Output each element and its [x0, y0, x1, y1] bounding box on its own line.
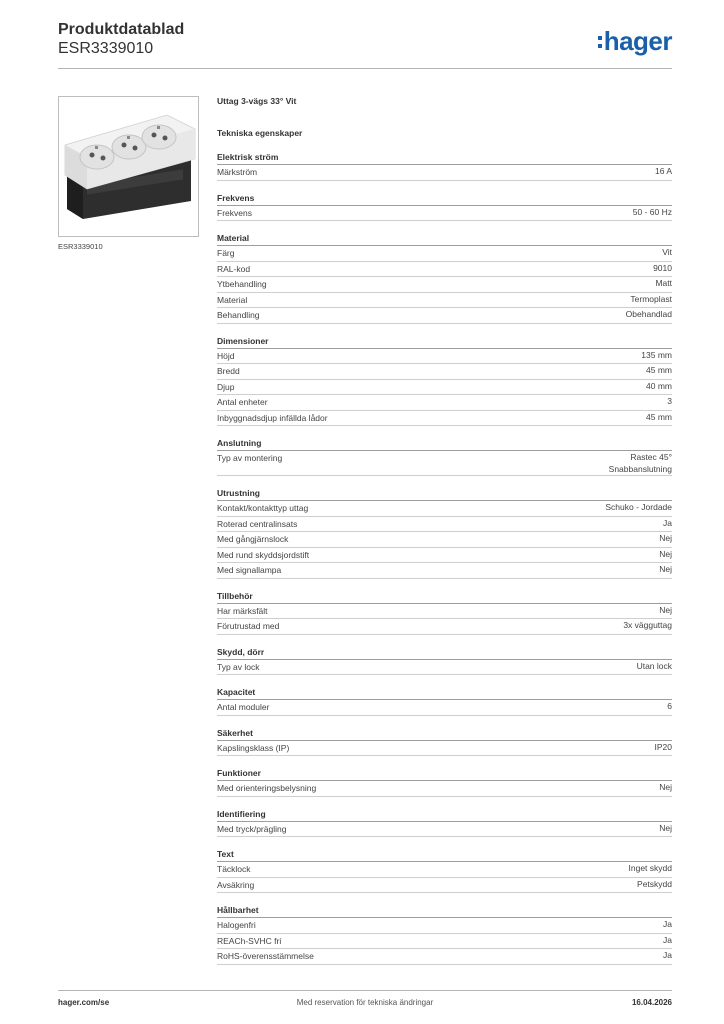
spec-label: Halogenfri	[217, 920, 256, 930]
spec-value-line: Snabbanslutning	[608, 464, 672, 474]
spec-label: Bredd	[217, 366, 240, 376]
spec-value-line: Termoplast	[630, 293, 672, 304]
spec-value-line: Nej	[659, 604, 672, 615]
spec-label: REACh-SVHC fri	[217, 935, 282, 946]
header-divider	[58, 68, 672, 69]
spec-label: Djup	[217, 381, 235, 392]
spec-row	[217, 206, 672, 222]
spec-row	[217, 262, 672, 278]
spec-label: Med orienteringsbelysning	[217, 783, 317, 793]
spec-value-line: Inget skydd	[628, 863, 672, 873]
section-title: Säkerhet	[217, 726, 672, 741]
page-header	[58, 20, 672, 68]
spec-value-line: Petskydd	[637, 878, 672, 889]
spec-value-line: Vit	[662, 247, 672, 257]
spec-section	[217, 847, 672, 893]
spec-value	[609, 451, 672, 475]
spec-value	[659, 548, 672, 560]
spec-label: Med gångjärnslock	[217, 534, 289, 544]
spec-value	[629, 862, 672, 874]
spec-row	[217, 604, 672, 620]
spec-row	[217, 548, 672, 564]
spec-section	[217, 726, 672, 757]
spec-value	[653, 262, 672, 274]
tech-heading: Tekniska egenskaper	[217, 128, 303, 138]
spec-value	[662, 246, 672, 258]
spec-label: Frekvens	[217, 207, 252, 218]
spec-value-line: Matt	[655, 278, 672, 288]
spec-value	[667, 395, 672, 407]
spec-row	[217, 532, 672, 548]
spec-value	[626, 308, 672, 320]
spec-row	[217, 934, 672, 950]
socket-outlet-image	[59, 97, 198, 236]
spec-label: Täcklock	[217, 864, 251, 874]
section-title: Hållbarhet	[217, 903, 672, 918]
spec-value-line: Nej	[659, 548, 672, 559]
spec-value-line: 3x vägguttag	[623, 620, 672, 630]
document-title: Produktdatablad	[58, 21, 185, 38]
spec-label: Kapslingsklass (IP)	[217, 742, 290, 753]
spec-row	[217, 293, 672, 309]
spec-label: Typ av montering	[217, 453, 283, 463]
footer-disclaimer: Med reservation för tekniska ändringar	[296, 998, 434, 1007]
spec-row	[217, 878, 672, 894]
spec-row	[217, 395, 672, 411]
section-title: Skydd, dörr	[217, 645, 672, 660]
spec-value-line: 135 mm	[641, 349, 672, 360]
spec-value	[641, 349, 672, 361]
spec-value-line: 9010	[653, 262, 672, 273]
spec-section	[217, 436, 672, 476]
section-title: Dimensioner	[217, 334, 672, 349]
spec-section	[217, 231, 672, 324]
spec-value	[637, 878, 672, 890]
spec-value-line: 50 - 60 Hz	[632, 206, 672, 217]
spec-row	[217, 741, 672, 757]
footer-divider	[58, 990, 672, 991]
logo-text: hager	[603, 26, 672, 56]
spec-label: Har märksfält	[217, 605, 268, 616]
spec-value	[646, 411, 672, 423]
spec-label: Förutrustad med	[217, 621, 280, 631]
spec-row	[217, 411, 672, 427]
spec-sections	[217, 150, 672, 965]
spec-section	[217, 807, 672, 838]
spec-row	[217, 380, 672, 396]
spec-value	[663, 949, 672, 961]
spec-value-line: Nej	[659, 822, 672, 833]
spec-value-line: 40 mm	[646, 380, 672, 391]
spec-value-line: Ja	[663, 919, 672, 929]
spec-row	[217, 451, 672, 476]
spec-value-line: 45 mm	[646, 365, 672, 375]
spec-row	[217, 781, 672, 797]
spec-row	[217, 918, 672, 934]
spec-label: Material	[217, 294, 248, 305]
section-title: Material	[217, 231, 672, 246]
product-name: Uttag 3-vägs 33° Vit	[217, 96, 297, 106]
section-title: Kapacitet	[217, 685, 672, 700]
spec-value	[659, 563, 672, 575]
spec-label: Antal enheter	[217, 397, 268, 407]
spec-row	[217, 862, 672, 878]
spec-value	[605, 501, 672, 513]
spec-value	[663, 517, 672, 529]
spec-value-line: Obehandlad	[625, 309, 672, 319]
spec-label: Märkström	[217, 167, 258, 177]
spec-row	[217, 364, 672, 380]
spec-row	[217, 700, 672, 716]
spec-value-line: Schuko - Jordade	[605, 502, 672, 512]
spec-label: Färg	[217, 248, 235, 258]
spec-label: Inbyggnadsdjup infällda lådor	[217, 412, 328, 423]
spec-section	[217, 191, 672, 222]
spec-value-line: 3	[667, 396, 672, 406]
spec-section	[217, 486, 672, 579]
spec-row	[217, 277, 672, 293]
product-image-caption: ESR3339010	[58, 242, 103, 251]
spec-value-line: Ja	[663, 950, 672, 960]
spec-row	[217, 246, 672, 262]
spec-label: Med rund skyddsjordstift	[217, 549, 310, 560]
section-title: Text	[217, 847, 672, 862]
section-title: Tillbehör	[217, 589, 672, 604]
spec-value	[637, 660, 672, 672]
spec-value	[663, 918, 672, 930]
spec-value	[659, 822, 672, 834]
spec-row	[217, 822, 672, 838]
spec-row	[217, 308, 672, 324]
spec-label: Höjd	[217, 350, 235, 361]
spec-label: Med tryck/prägling	[217, 823, 287, 834]
spec-label: Antal moduler	[217, 702, 270, 712]
footer-date: 16.04.2026	[631, 998, 672, 1007]
spec-row	[217, 349, 672, 365]
spec-value	[630, 293, 672, 305]
spec-section	[217, 766, 672, 797]
spec-section	[217, 685, 672, 716]
spec-section	[217, 150, 672, 181]
spec-value-line: 16 A	[654, 166, 672, 176]
spec-value	[623, 619, 672, 631]
spec-value-line: Nej	[659, 533, 672, 543]
spec-label: Behandling	[217, 310, 260, 320]
spec-label: Typ av lock	[217, 661, 260, 672]
spec-label: Roterad centralinsats	[217, 518, 298, 529]
spec-value	[655, 165, 672, 177]
spec-value-line: Rastec 45°	[630, 452, 672, 462]
spec-value-line: 6	[667, 701, 672, 711]
spec-section	[217, 334, 672, 427]
spec-value	[659, 781, 672, 793]
spec-label: RoHS-överensstämmelse	[217, 951, 314, 961]
section-title: Funktioner	[217, 766, 672, 781]
spec-value	[646, 380, 672, 392]
spec-content	[217, 94, 672, 965]
spec-label: Ytbehandling	[217, 279, 267, 289]
product-image	[58, 96, 199, 237]
spec-value	[646, 364, 672, 376]
logo-dots-icon	[598, 34, 602, 50]
spec-row	[217, 563, 672, 579]
hager-logo	[598, 26, 672, 57]
spec-label: Kontakt/kontakttyp uttag	[217, 503, 309, 513]
section-title: Identifiering	[217, 807, 672, 822]
spec-value-line: 45 mm	[646, 411, 672, 422]
spec-row	[217, 517, 672, 533]
spec-value	[655, 741, 673, 753]
spec-value-line: Nej	[659, 782, 672, 792]
section-title: Anslutning	[217, 436, 672, 451]
section-title: Utrustning	[217, 486, 672, 501]
spec-value-line: IP20	[654, 741, 672, 752]
footer-website: hager.com/se	[58, 998, 110, 1007]
spec-value	[659, 604, 672, 616]
spec-label: Med signallampa	[217, 565, 282, 575]
section-title: Elektrisk ström	[217, 150, 672, 165]
spec-row	[217, 949, 672, 965]
product-code: ESR3339010	[58, 40, 154, 57]
spec-value	[633, 206, 672, 218]
spec-value-line: Ja	[663, 934, 672, 945]
section-title: Frekvens	[217, 191, 672, 206]
spec-value	[663, 934, 672, 946]
spec-section	[217, 903, 672, 965]
spec-value-line: Nej	[659, 564, 672, 574]
spec-value	[659, 532, 672, 544]
spec-value	[667, 700, 672, 712]
spec-row	[217, 501, 672, 517]
spec-value-line: Utan lock	[636, 660, 672, 671]
spec-section	[217, 645, 672, 676]
spec-row	[217, 619, 672, 635]
spec-value-line: Ja	[663, 517, 672, 528]
spec-row	[217, 165, 672, 181]
spec-section	[217, 589, 672, 635]
spec-value	[655, 277, 672, 289]
spec-row	[217, 660, 672, 676]
spec-label: RAL-kod	[217, 263, 251, 274]
spec-label: Avsäkring	[217, 879, 255, 890]
